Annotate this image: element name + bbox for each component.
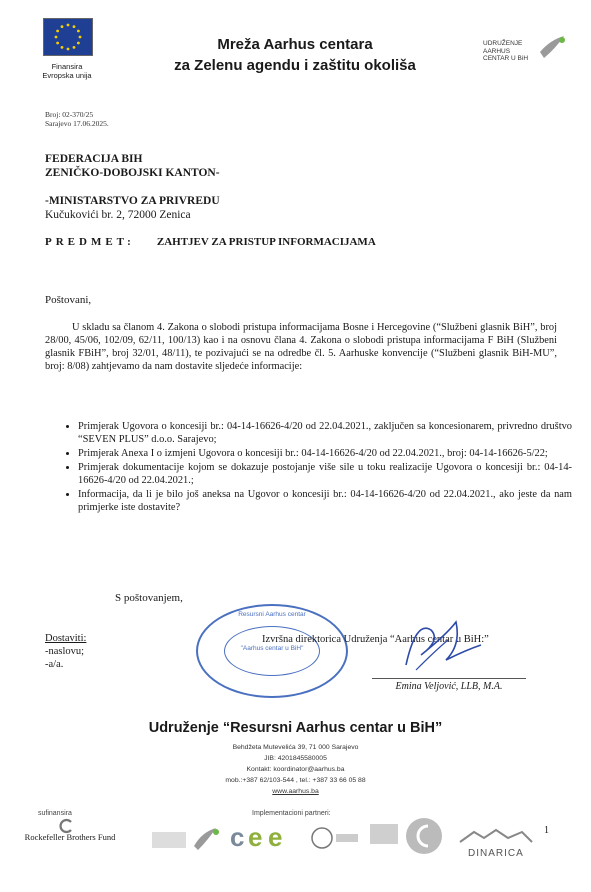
subject-label: PREDMET: <box>45 236 135 248</box>
svg-text:e: e <box>248 822 263 852</box>
centar-logo-icon <box>310 826 360 855</box>
logo-line1: UDRUŽENJE <box>483 40 523 47</box>
subject-text: ZAHTJEV ZA PRISTUP INFORMACIJAMA <box>156 236 376 248</box>
request-list <box>62 420 572 515</box>
header-title-line2: za Zelenu agendu i zaštitu okoliša <box>174 57 416 74</box>
dinarica-logo-text: DINARICA <box>468 848 524 859</box>
implementing-partners-label: Implementacioni partneri: <box>252 810 331 817</box>
body-paragraph: U skladu sa članom 4. Zakona o slobodi pristupa informacijama Bosne i Hercegovine (“Službeni glasnik BiH”, broj 28/00, 45/06, 102/09, 62/11, 100/13) kao i na osnovu člana 4. Zakona o slobodi pristupa informacijama F BiH (Službeni glasnik FBiH”, broj 32/01, 48/11), te pozivajući se na odredbe čl. 5. Aarhuske konvencije (“Službeni glasnik BiH-MU”, broj: 8/08) zahtjevamo da nam dostavite sljedeće informacije: <box>45 322 557 372</box>
subject-line <box>45 236 376 248</box>
list-item: • Informacija, da li je bilo još aneksa na Ugovor o koncesiji br.: 04-14-16626-4/20 od 22.04.2021., ako jeste da nam primjerke iste dostavite? <box>78 488 572 514</box>
aarhus-logo-text <box>483 40 528 63</box>
aarhus-partner-logo <box>150 826 224 859</box>
recipient-line3: -MINISTARSTVO ZA PRIVREDU <box>45 195 220 207</box>
dostaviti-label: Dostaviti: <box>45 633 87 644</box>
footer-address: Behdžeta Mutevelića 39, 71 000 Sarajevo <box>232 744 359 751</box>
footer-email: Kontakt: koordinator@aarhus.ba <box>246 766 345 773</box>
closing: S poštovanjem, <box>115 592 183 604</box>
footer-website[interactable]: www.aarhus.ba <box>272 788 319 795</box>
logo-line3: CENTAR U BiH <box>483 55 529 62</box>
cf-logo-icon <box>404 816 444 861</box>
signatory-name: Emina Veljović, LLB, M.A. <box>372 678 526 692</box>
recipient-line2: ZENIČKO-DOBOJSKI KANTON- <box>45 167 220 179</box>
cofinanced-label: sufinansira <box>38 810 72 817</box>
dostaviti-line1: -naslovu; <box>45 646 85 657</box>
eu-caption-line1: Finansira <box>51 62 83 71</box>
footer-phone: mob.:+387 62/103-544 , tel.: +387 33 66 05 88 <box>225 777 366 784</box>
eu-caption <box>30 62 104 80</box>
list-item: • Primjerak dokumentacije kojom se dokazuje postojanje više sile u toku realizacije Ugovora o koncesiji br.: 04-14-16626-4/20 od 22.04.2021.; <box>78 461 572 487</box>
eko-logo-icon <box>368 818 400 855</box>
dostaviti-line2: -a/a. <box>45 659 64 670</box>
footer-jib: JIB: 4201845580005 <box>264 755 327 762</box>
list-item: • Primjerak Anexa I o izmjeni Ugovora o koncesiji br.: 04-14-16626-4/20 od 22.04.2021., broj: 04-14-16626-5/22; <box>78 447 572 460</box>
stamp-outer-text: Resursni Aarhus centar <box>238 611 306 618</box>
list-item: • Primjerak Ugovora o koncesiji br.: 04-14-16626-4/20 od 22.04.2021., zaključen sa koncesionarem, privredno društvo “SEVEN PLUS” d.o.o. Sarajevo; <box>78 420 572 446</box>
footer-contact <box>0 742 591 797</box>
aarhus-leaf-icon <box>536 32 568 69</box>
recipient-line1: FEDERACIJA BIH <box>45 153 143 165</box>
recipient-address: Kučukovići br. 2, 72000 Zenica <box>45 209 191 221</box>
header-title <box>160 34 430 76</box>
cee-logo <box>228 822 300 857</box>
logo-line2: AARHUS <box>483 47 511 55</box>
document-date: Sarajevo 17.06.2025. <box>45 119 109 128</box>
signatory-title: Izvršna direktorica Udruženja “Aarhus centar u BiH:” <box>262 634 489 645</box>
svg-text:e: e <box>268 822 283 852</box>
recipient-block <box>45 152 220 222</box>
page-number: 1 <box>544 825 549 836</box>
greeting: Poštovani, <box>45 294 92 306</box>
official-stamp <box>196 604 348 698</box>
handwritten-signature <box>386 610 486 680</box>
document-meta <box>45 110 109 128</box>
eu-flag-logo <box>43 18 93 56</box>
stamp-inner-text: "Aarhus centar u BiH" <box>240 645 304 652</box>
footer-org-name: Udruženje “Resursni Aarhus centar u BiH” <box>148 720 443 736</box>
document-number: Broj: 02-370/25 <box>45 110 94 119</box>
rockefeller-logo-text: Rockefeller Brothers Fund <box>24 832 116 842</box>
header-title-line1: Mreža Aarhus centara <box>217 36 373 53</box>
eu-caption-line2: Evropska unija <box>42 71 92 80</box>
dostaviti-block <box>45 632 86 671</box>
svg-text:c: c <box>230 822 245 852</box>
